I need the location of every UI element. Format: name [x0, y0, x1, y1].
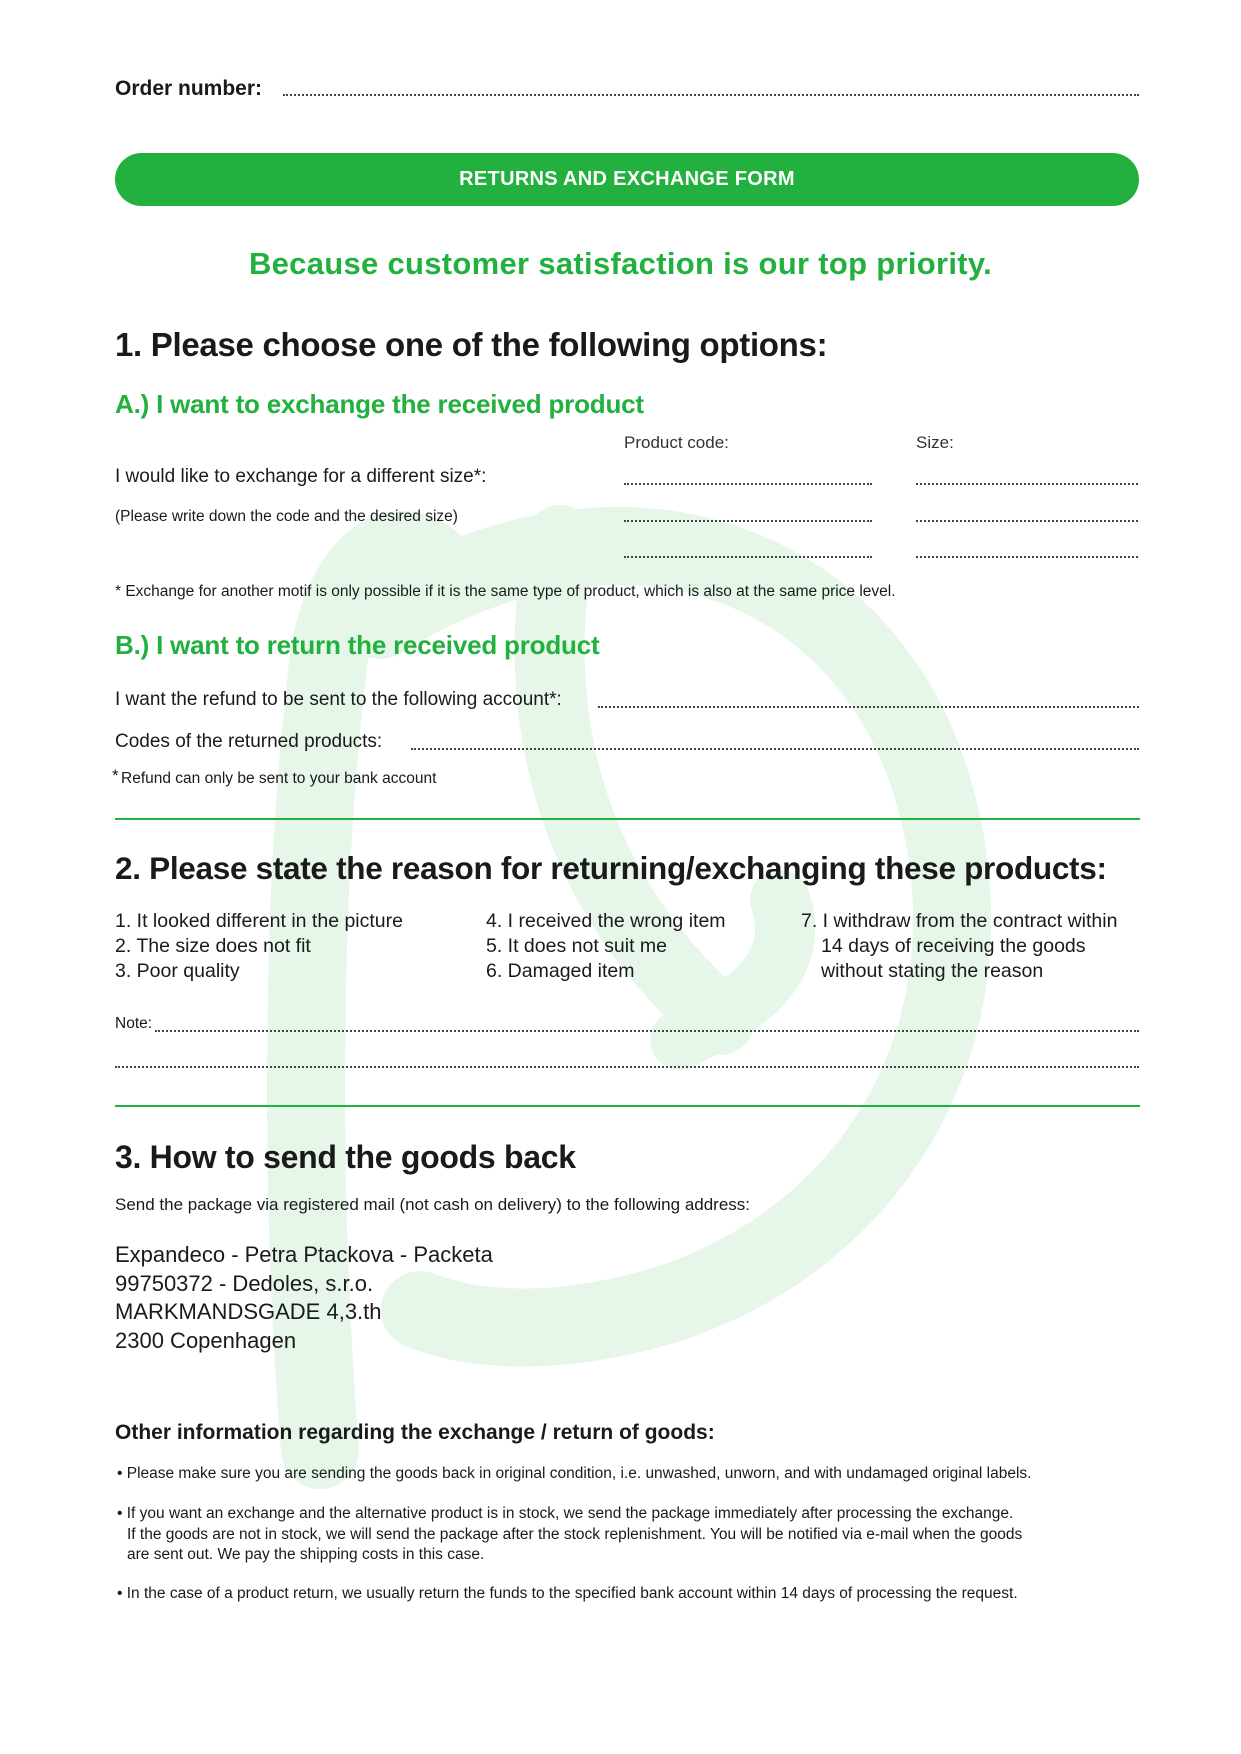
refund-footnote: Refund can only be sent to your bank account: [121, 770, 437, 787]
other-info-heading: Other information regarding the exchange / return of goods:: [115, 1421, 715, 1444]
section2-heading: 2. Please state the reason for returning/exchanging these products:: [115, 850, 1107, 886]
info-bullet-line: If the goods are not in stock, we will send the package after the stock replenishment. You will be notified via e-mail when the goods: [127, 1525, 1023, 1543]
info-bullet-line: are sent out. We pay the shipping costs in this case.: [127, 1546, 485, 1563]
info-bullet-2: [117, 1504, 1022, 1566]
shipping-instruction: Send the package via registered mail (not cash on delivery) to the following address:: [115, 1195, 751, 1214]
returned-codes-field[interactable]: [411, 748, 1139, 750]
info-bullet-line: • If you want an exchange and the alternative product is in stock, we send the package immediately after processing the exchange.: [117, 1505, 1014, 1522]
exchange-footnote: * Exchange for another motif is only possible if it is the same type of product, which is also at the same price level.: [115, 583, 896, 600]
address-line: Expandeco - Petra Ptackova - Packeta: [115, 1242, 493, 1267]
reason-item: 7. I withdraw from the contract within: [801, 910, 1118, 932]
reason-item: 6. Damaged item: [486, 960, 635, 982]
size-column-label: Size:: [916, 433, 954, 452]
reason-item: 2. The size does not fit: [115, 935, 311, 957]
product-code-field[interactable]: [624, 520, 872, 522]
size-field[interactable]: [916, 556, 1138, 558]
tagline: Because customer satisfaction is our top priority.: [248, 246, 993, 281]
product-code-field[interactable]: [624, 483, 872, 485]
return-address: [115, 1241, 493, 1355]
reason-item: 5. It does not suit me: [486, 935, 668, 957]
form-title-banner: RETURNS AND EXCHANGE FORM: [115, 153, 1139, 206]
address-line: MARKMANDSGADE 4,3.th: [115, 1299, 382, 1324]
returned-codes-label: Codes of the returned products:: [115, 731, 383, 752]
address-line: 99750372 - Dedoles, s.r.o.: [115, 1270, 374, 1296]
note-field-line-2[interactable]: [115, 1066, 1139, 1068]
section-divider: [115, 1105, 1140, 1107]
reason-item: 1. It looked different in the picture: [115, 910, 403, 932]
order-number-label: Order number:: [115, 77, 263, 100]
section-divider: [115, 818, 1140, 820]
reason-item: 3. Poor quality: [115, 960, 240, 982]
address-line: 2300 Copenhagen: [115, 1327, 297, 1353]
option-a-heading: A.) I want to exchange the received product: [115, 389, 644, 419]
product-code-field[interactable]: [624, 556, 872, 558]
reason-item: 4. I received the wrong item: [486, 910, 726, 932]
product-code-column-label: Product code:: [624, 433, 729, 452]
info-bullet-1: • Please make sure you are sending the goods back in original condition, i.e. unwashed, unworn, and with undamaged original labels.: [117, 1465, 1032, 1482]
refund-footnote-star: *: [112, 766, 119, 785]
reason-list-column-3: [801, 909, 1117, 984]
reason-item-continuation: 14 days of receiving the goods: [821, 935, 1086, 957]
reason-item-continuation: without stating the reason: [821, 960, 1044, 982]
note-field[interactable]: [155, 1030, 1139, 1032]
size-field[interactable]: [916, 520, 1138, 522]
info-bullet-3: • In the case of a product return, we usually return the funds to the specified bank account within 14 days of processing the request.: [117, 1585, 1018, 1602]
reason-list-column-1: [115, 909, 403, 984]
option-b-heading: B.) I want to return the received product: [115, 630, 600, 660]
reason-list-column-2: [486, 909, 726, 984]
refund-account-label: I want the refund to be sent to the following account*:: [115, 689, 562, 710]
section1-heading: 1. Please choose one of the following options:: [115, 326, 828, 363]
refund-account-field[interactable]: [598, 706, 1139, 708]
note-label: Note:: [115, 1015, 153, 1032]
exchange-instruction: (Please write down the code and the desired size): [115, 508, 458, 525]
exchange-size-label: I would like to exchange for a different size*:: [115, 466, 487, 487]
order-number-field[interactable]: [283, 94, 1139, 96]
section3-heading: 3. How to send the goods back: [115, 1139, 576, 1175]
size-field[interactable]: [916, 483, 1138, 485]
